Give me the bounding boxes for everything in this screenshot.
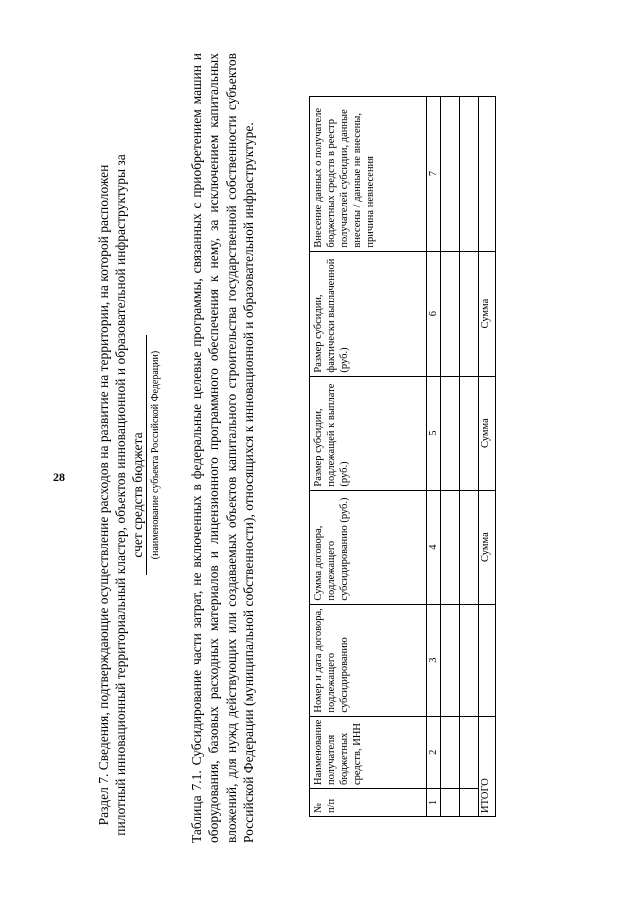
column-number-row [427,96,441,816]
table-cell [441,490,460,604]
table-cell [441,251,460,376]
table-cell [460,604,479,716]
subsidy-table [309,96,496,817]
total-cell [479,604,496,716]
column-number-cell: 2 [427,716,441,788]
table-cell [460,716,479,788]
table-cell [441,604,460,716]
header-cell: Сумма договора, подлежащего субсидированию (руб.) [310,490,427,604]
table-cell [441,716,460,788]
column-number-cell: 1 [427,789,441,817]
column-number-cell: 5 [427,376,441,490]
table-row [441,96,460,816]
total-cell: Сумма [479,376,496,490]
table-row [460,96,479,816]
page-number: 28 [53,470,65,484]
table-cell [441,789,460,817]
section-title: Раздел 7. Сведения, подтверждающие осуществление расходов на развитие на территории, на которой расположен пилотный инновационный территориальный кластер, объектов инновационной и образовательной инфраструктуры за счет средств бюджета [96,154,145,836]
table-cell [441,376,460,490]
header-cell: Номер и дата договора, подлежащего субсидированию [310,604,427,716]
total-cell: Сумма [479,251,496,376]
subject-caption: (наименование субъекта Российской Федерации) [150,350,161,560]
table-cell [460,789,479,817]
header-cell: Наименование получателя бюджетных средств, ИНН [310,716,427,788]
total-cell [479,96,496,251]
column-number-cell: 7 [427,96,441,251]
table-cell [441,96,460,251]
header-cell: Размер субсидии, подлежащей к выплате (руб.) [310,376,427,490]
header-cell: Размер субсидии, фактически выплаченной (руб.) [310,251,427,376]
total-label: ИТОГО [479,716,496,816]
table-cell [460,96,479,251]
table-caption: Таблица 7.1. Субсидирование части затрат, не включенных в федеральные целевые программы, связанных с приобретением машин и оборудования, базовых расходных материалов и лицензионного программного обеспечения к нему, за исключением капитальных вложений, для нужд действующих или создаваемых объектов капитального строительства государственной собственности субъектов Российской Федерации (муниципальной собственности), относящихся к инновационной и образовательной инфраструктуре. [189,53,256,843]
column-number-cell: 3 [427,604,441,716]
table-header-row [310,96,427,816]
column-number-cell: 4 [427,490,441,604]
table-cell [460,490,479,604]
table-cell [460,376,479,490]
subject-name-line [146,335,147,575]
header-cell: № п/п [310,789,427,817]
column-number-cell: 6 [427,251,441,376]
header-cell: Внесение данных о получателе бюджетных средств в реестр получателей субсидии, данные внесены / данные не внесены, причина невнесения [310,96,427,251]
total-row [479,96,496,816]
table-cell [460,251,479,376]
total-cell: Сумма [479,490,496,604]
